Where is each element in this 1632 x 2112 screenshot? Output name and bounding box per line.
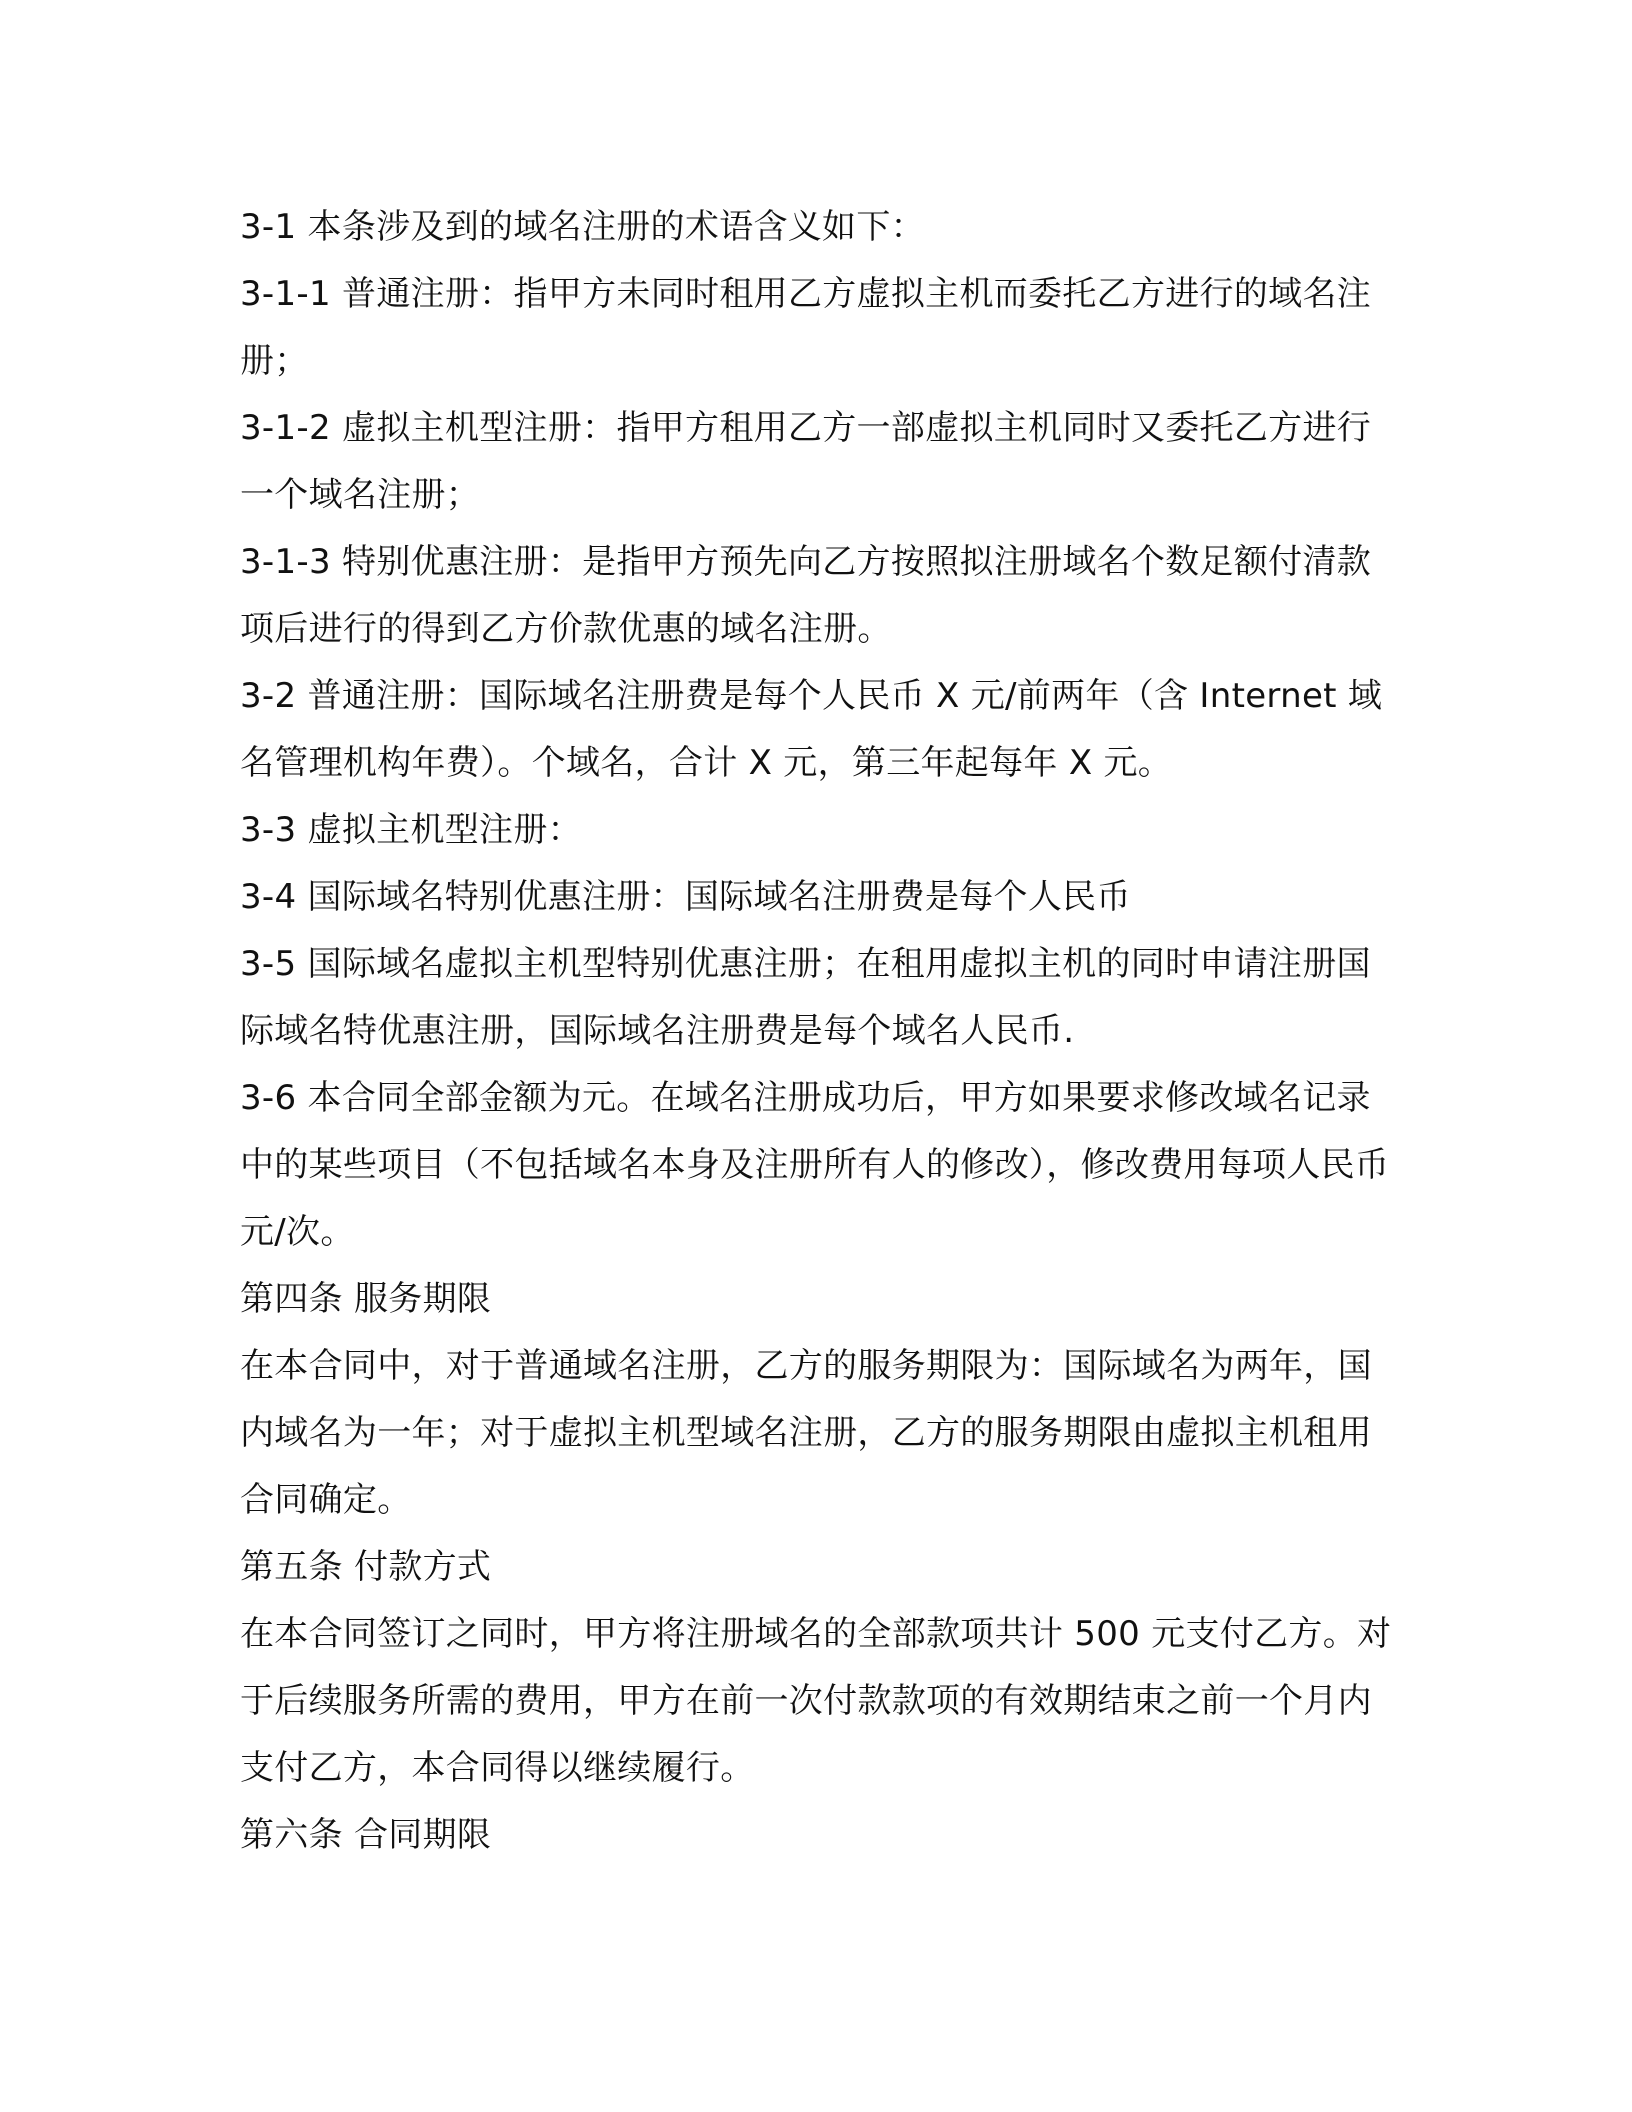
section-heading-article-4: 第四条 服务期限 — [240, 1279, 492, 1319]
section-heading-article-5: 第五条 付款方式 — [240, 1547, 492, 1587]
clause-3-1-1: 3-1-1 普通注册：指甲方未同时租用乙方虚拟主机而委托乙方进行的域名注册； — [240, 274, 1372, 381]
article-4-body: 在本合同中，对于普通域名注册，乙方的服务期限为：国际域名为两年，国内域名为一年；对于虚拟主机型域名注册，乙方的服务期限由虚拟主机租用合同确定。 — [240, 1346, 1372, 1520]
clause-3-6: 3-6 本合同全部金额为元。在域名注册成功后，甲方如果要求修改域名记录中的某些项目（不包括域名本身及注册所有人的修改），修改费用每项人民币元/次。 — [240, 1078, 1390, 1252]
clause-3-2: 3-2 普通注册：国际域名注册费是每个人民币 X 元/前两年（含 Internet 域名管理机构年费）。个域名，合计 X 元，第三年起每年 X 元。 — [240, 676, 1383, 783]
clause-3-3: 3-3 虚拟主机型注册： — [240, 810, 582, 850]
clause-3-4: 3-4 国际域名特别优惠注册：国际域名注册费是每个人民币 — [240, 877, 1131, 917]
article-5-body: 在本合同签订之同时，甲方将注册域名的全部款项共计 500 元支付乙方。对于后续服务所需的费用，甲方在前一次付款款项的有效期结束之前一个月内支付乙方，本合同得以继续履行。 — [240, 1614, 1392, 1788]
clause-3-1-2: 3-1-2 虚拟主机型注册：指甲方租用乙方一部虚拟主机同时又委托乙方进行一个域名注册； — [240, 408, 1372, 515]
section-heading-article-6: 第六条 合同期限 — [240, 1815, 492, 1855]
clause-3-1: 3-1 本条涉及到的域名注册的术语含义如下： — [240, 207, 925, 247]
clause-3-5: 3-5 国际域名虚拟主机型特别优惠注册；在租用虚拟主机的同时申请注册国际域名特优惠注册，国际域名注册费是每个域名人民币. — [240, 944, 1371, 1051]
clause-3-1-3: 3-1-3 特别优惠注册：是指甲方预先向乙方按照拟注册域名个数足额付清款项后进行的得到乙方价款优惠的域名注册。 — [240, 542, 1372, 649]
document-page — [240, 194, 1400, 1869]
